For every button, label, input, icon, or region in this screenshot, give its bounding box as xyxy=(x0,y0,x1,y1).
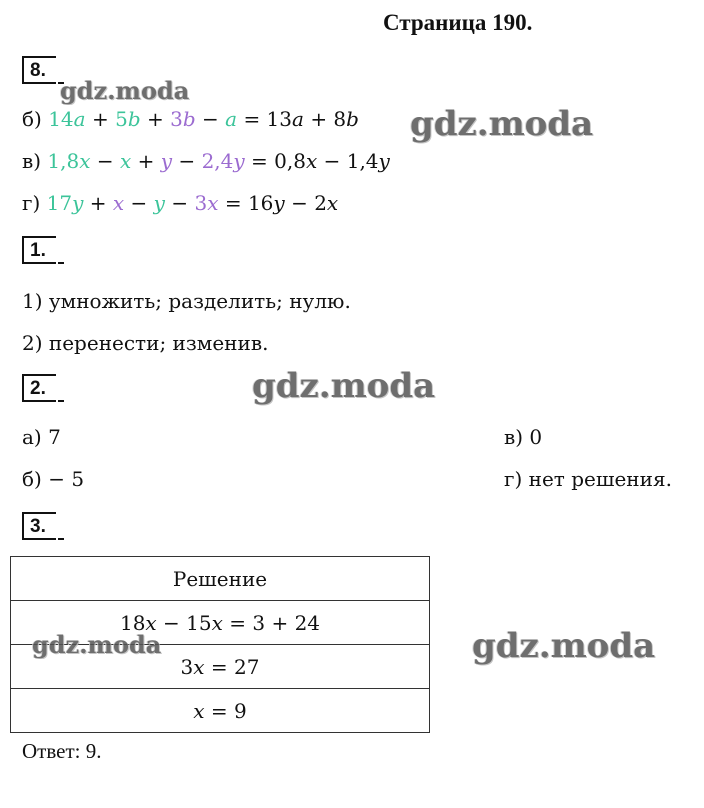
task2-answer-a: а) 7 xyxy=(22,425,61,449)
section-number-1: 1. xyxy=(22,236,56,264)
section-number-3: 3. xyxy=(22,512,56,540)
section-number-2: 2. xyxy=(22,374,56,402)
task1-line2: 2) перенести; изменив. xyxy=(22,331,269,355)
task2-answer-b: б) − 5 xyxy=(22,467,85,491)
solution-step-3: x = 9 xyxy=(11,689,430,733)
section-number-8: 8. xyxy=(22,56,56,84)
task8-v-equation: в) 1,8x − x + y − 2,4y = 0,8x − 1,4y xyxy=(22,149,390,173)
task8-b-equation: б) 14a + 5b + 3b − a = 13a + 8b xyxy=(22,107,359,131)
solution-step-1: 18x − 15x = 3 + 24 xyxy=(11,601,430,645)
table-row xyxy=(11,689,430,733)
task2-answer-g: г) нет решения. xyxy=(504,467,672,491)
watermark: gdz.moda xyxy=(32,630,162,659)
page-title: Страница 190. xyxy=(383,10,533,35)
task2-answer-v: в) 0 xyxy=(504,425,543,449)
watermark: gdz.moda xyxy=(410,104,594,144)
watermark: gdz.moda xyxy=(252,366,436,406)
table-row xyxy=(11,557,430,601)
watermark: gdz.moda xyxy=(60,76,190,105)
watermark: gdz.moda xyxy=(472,626,656,666)
task1-line1: 1) умножить; разделить; нулю. xyxy=(22,289,351,313)
solution-header: Решение xyxy=(11,557,430,601)
solution-step-2: 3x = 27 xyxy=(11,645,430,689)
task8-g-equation: г) 17y + x − y − 3x = 16y − 2x xyxy=(22,191,339,215)
task3-answer: Ответ: 9. xyxy=(22,739,102,763)
